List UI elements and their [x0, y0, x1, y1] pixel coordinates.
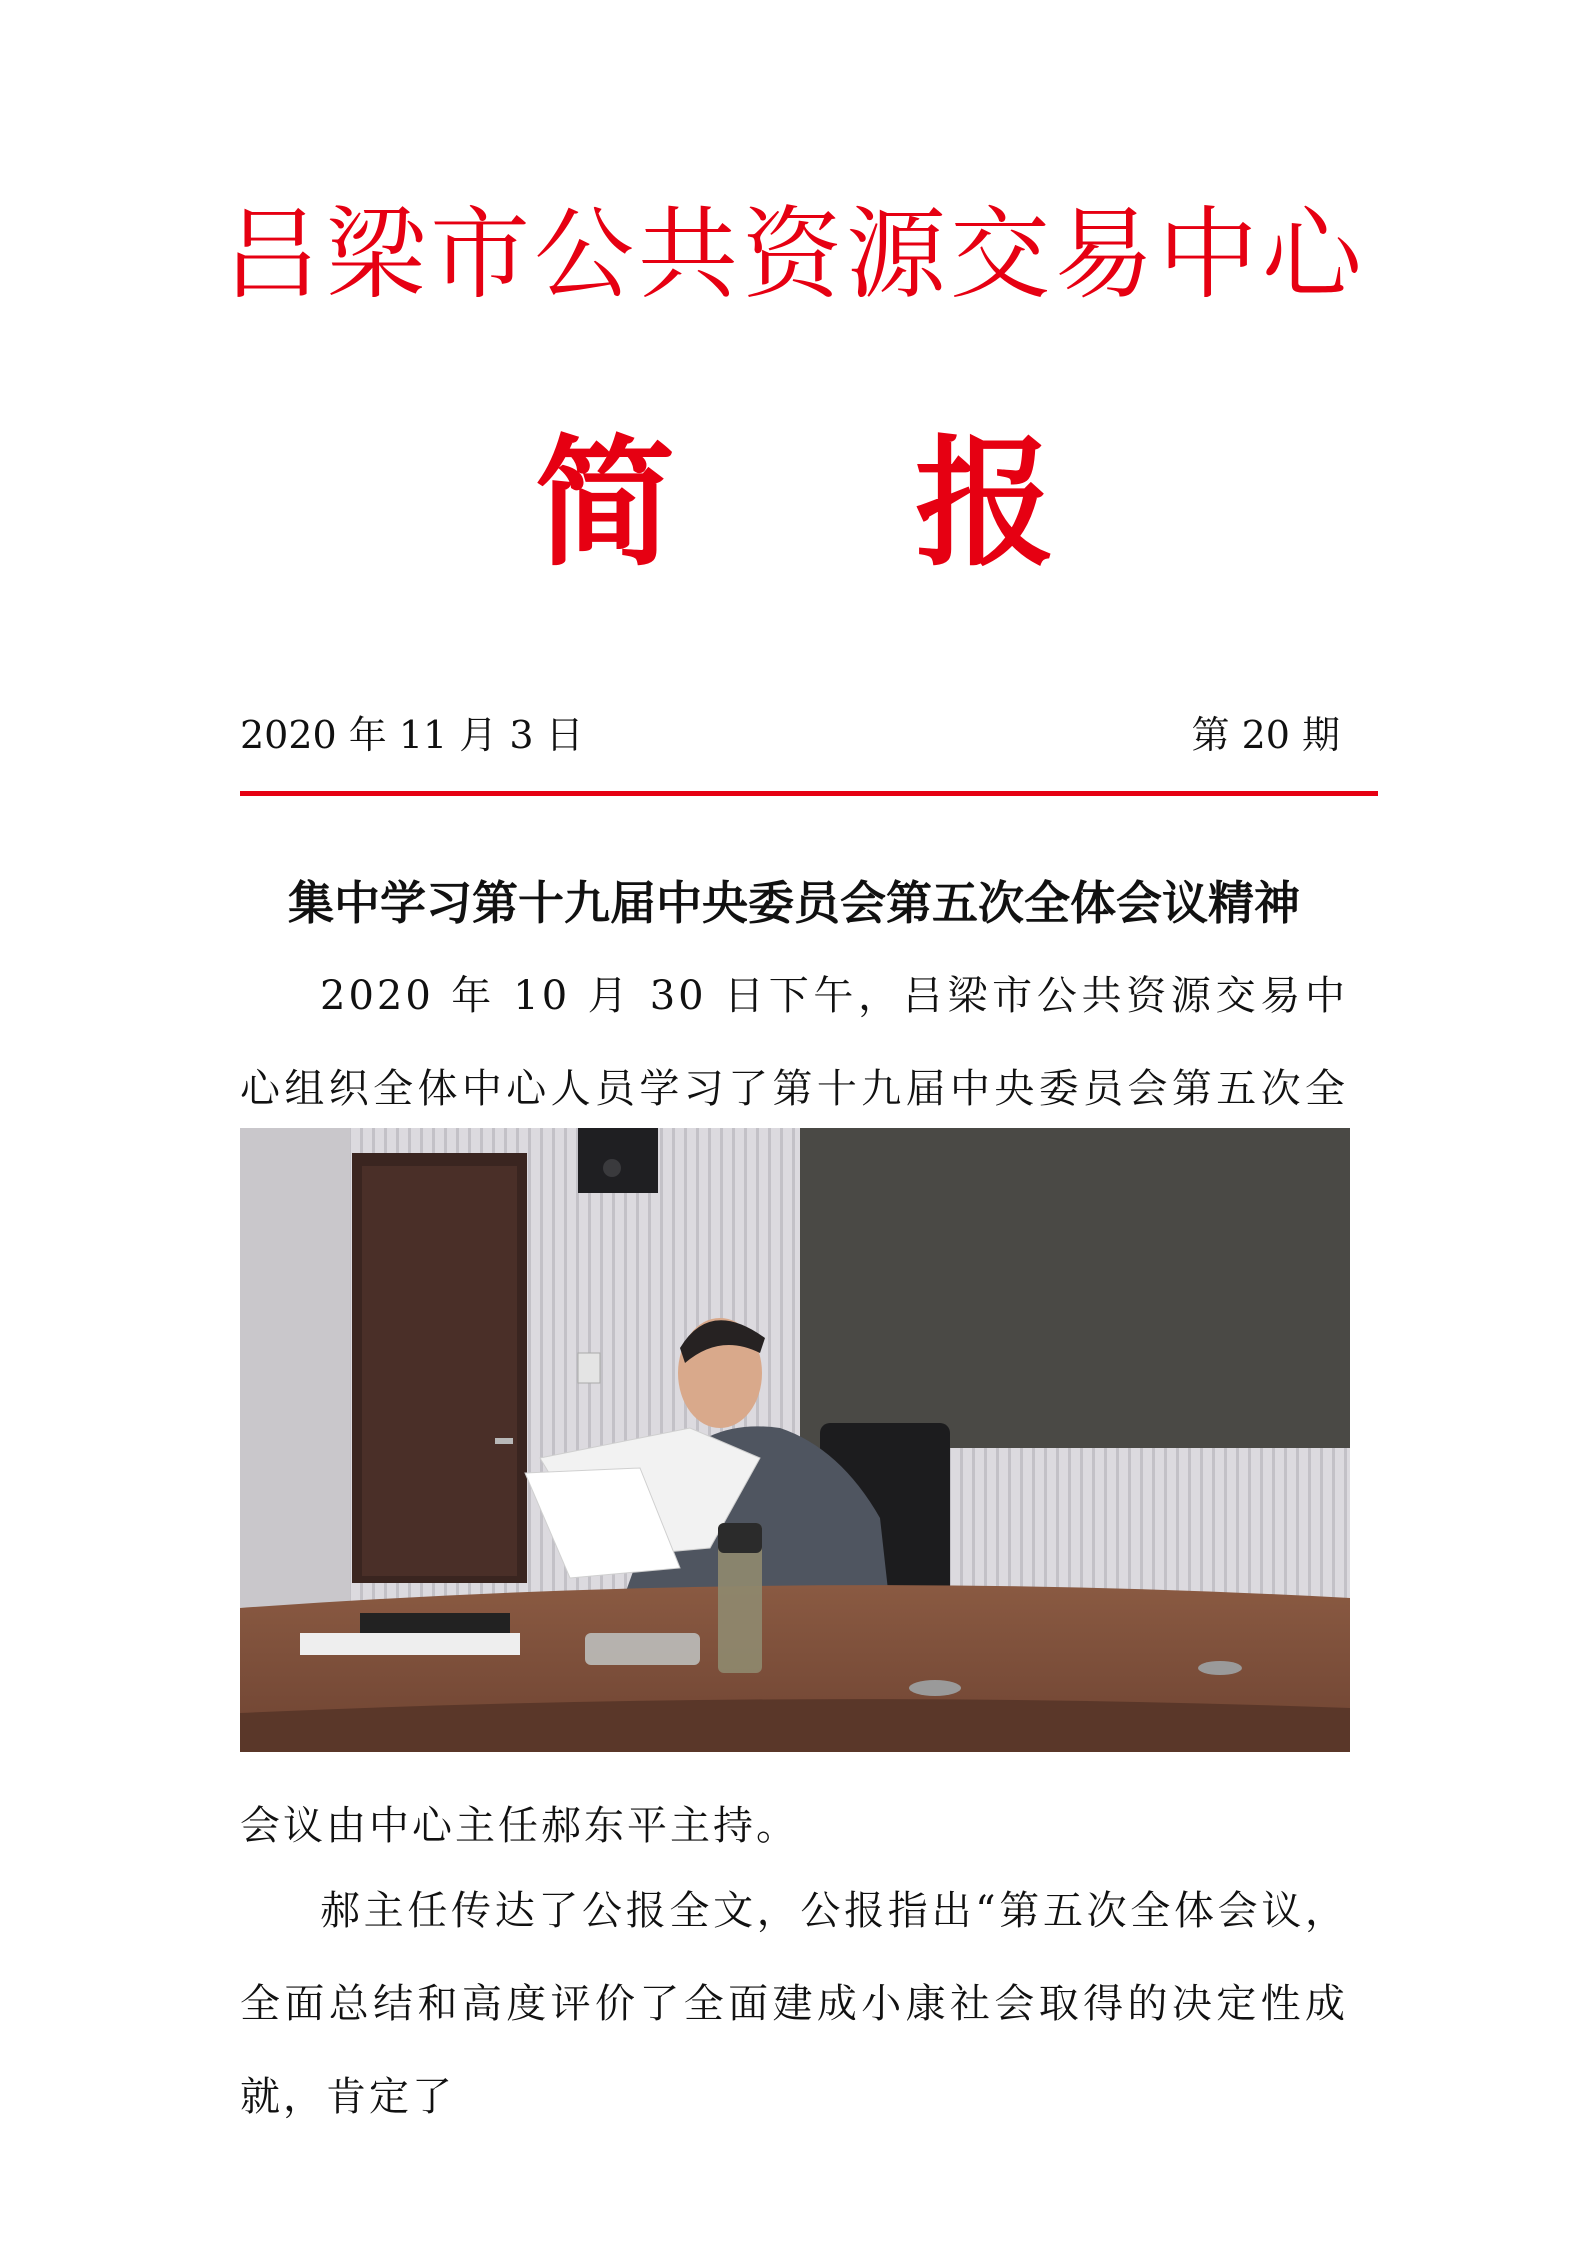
issue-number: 第 20 期	[1191, 713, 1340, 757]
issue-meta-row	[240, 710, 1340, 760]
bulletin-title-char-1: 简	[535, 423, 676, 586]
article-paragraph-2: 会议由中心主任郝东平主持。	[240, 1803, 799, 1849]
meeting-photo	[240, 1128, 1350, 1752]
article-paragraph-1: 2020 年 10 月 30 日下午，吕梁市公共资源交易中心组织全体中心人员学习了第十九届中央委员会第五次全	[240, 973, 1348, 1112]
bulletin-title-char-2: 报	[915, 423, 1056, 586]
article-title: 集中学习第十九届中央委员会第五次全体会议精神	[288, 876, 1300, 930]
article-paragraph-3: 郝主任传达了公报全文，公报指出“第五次全体会议，全面总结和高度评价了全面建成小康社会取得的决定性成就，肯定了	[240, 1888, 1348, 2120]
header-divider	[240, 791, 1378, 796]
org-name-heading: 吕梁市公共资源交易中心	[222, 196, 1366, 313]
issue-date: 2020 年 11 月 3 日	[240, 713, 584, 757]
